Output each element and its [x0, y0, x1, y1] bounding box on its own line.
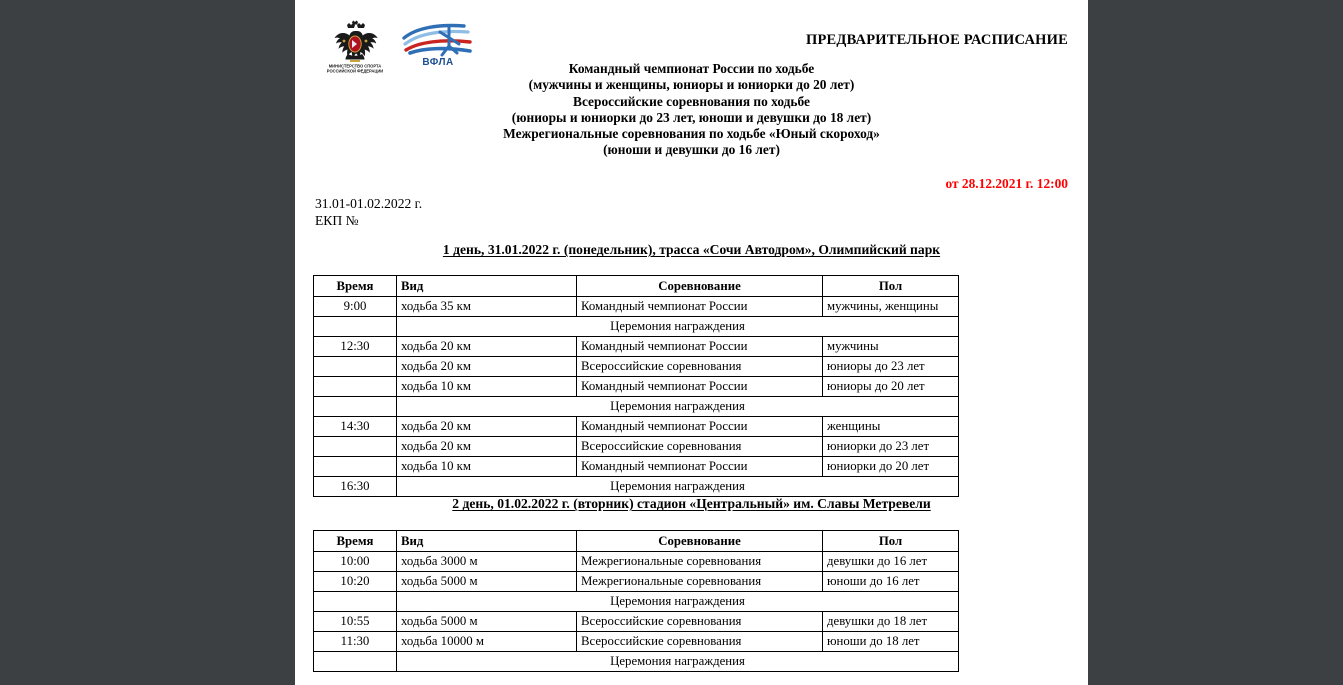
cell-type: ходьба 20 км: [397, 437, 577, 457]
cell-competition: Командный чемпионат России: [577, 337, 823, 357]
table-row: [314, 612, 959, 632]
cell-competition: Командный чемпионат России: [577, 377, 823, 397]
title-line-2: (мужчины и женщины, юниоры и юниорки до 20 лет): [528, 77, 855, 93]
column-header-time: Время: [314, 531, 397, 552]
table-row: [314, 632, 959, 652]
cell-time: [314, 397, 397, 417]
column-header-sex: Пол: [823, 276, 959, 297]
table-header-row: [314, 276, 959, 297]
cell-competition: Командный чемпионат России: [577, 297, 823, 317]
document-meta: [315, 195, 422, 229]
cell-time: 10:00: [314, 552, 397, 572]
column-header-sex: Пол: [823, 531, 959, 552]
table-row: [314, 457, 959, 477]
table-row: [314, 357, 959, 377]
column-header-type: Вид: [397, 276, 577, 297]
cell-ceremony: Церемония награждения: [397, 592, 959, 612]
cell-time: 11:30: [314, 632, 397, 652]
cell-time: 10:55: [314, 612, 397, 632]
cell-competition: Всероссийские соревнования: [577, 632, 823, 652]
cell-time: 16:30: [314, 477, 397, 497]
cell-sex: юноши до 18 лет: [823, 632, 959, 652]
cell-sex: женщины: [823, 417, 959, 437]
cell-type: ходьба 5000 м: [397, 572, 577, 592]
table-row: [314, 592, 959, 612]
column-header-competition: Соревнование: [577, 531, 823, 552]
title-line-3: Всероссийские соревнования по ходьбе: [573, 93, 810, 109]
cell-time: 12:30: [314, 337, 397, 357]
date-range: 31.01-01.02.2022 г.: [315, 196, 423, 211]
cell-sex: юниорки до 23 лет: [823, 437, 959, 457]
ekp-number: ЕКП №: [315, 213, 359, 228]
cell-ceremony: Церемония награждения: [397, 317, 959, 337]
cell-time: [314, 317, 397, 337]
table-row: [314, 377, 959, 397]
document-kind-label: ПРЕДВАРИТЕЛЬНОЕ РАСПИСАНИЕ: [806, 32, 1068, 48]
cell-time: [314, 592, 397, 612]
table-row: [314, 437, 959, 457]
title-line-4: (юниоры и юниорки до 23 лет, юноши и девушки до 18 лет): [511, 109, 872, 125]
cell-competition: Всероссийские соревнования: [577, 357, 823, 377]
cell-competition: Межрегиональные соревнования: [577, 572, 823, 592]
table-row: [314, 317, 959, 337]
cell-type: ходьба 20 км: [397, 357, 577, 377]
cell-time: 9:00: [314, 297, 397, 317]
table-row: [314, 297, 959, 317]
table-row: [314, 397, 959, 417]
cell-type: ходьба 5000 м: [397, 612, 577, 632]
cell-type: ходьба 35 км: [397, 297, 577, 317]
cell-sex: юниорки до 20 лет: [823, 457, 959, 477]
column-header-type: Вид: [397, 531, 577, 552]
document-page: [295, 0, 1088, 685]
day1-heading: [295, 242, 1088, 258]
cell-time: 14:30: [314, 417, 397, 437]
cell-ceremony: Церемония награждения: [397, 477, 959, 497]
svg-text:РОССИЙСКОЙ ФЕДЕРАЦИИ: РОССИЙСКОЙ ФЕДЕРАЦИИ: [326, 68, 384, 74]
cell-type: ходьба 20 км: [397, 417, 577, 437]
cell-competition: Всероссийские соревнования: [577, 612, 823, 632]
schedule-body-day1: [314, 297, 959, 497]
revision-timestamp: от 28.12.2021 г. 12:00: [945, 176, 1068, 191]
table-row: [314, 417, 959, 437]
day2-heading: [295, 496, 1088, 512]
title-line-5: Межрегиональные соревнования по ходьбе «Юный скороход»: [503, 126, 880, 142]
cell-time: [314, 457, 397, 477]
column-header-time: Время: [314, 276, 397, 297]
cell-time: [314, 652, 397, 672]
table-header-row: [314, 531, 959, 552]
svg-text:МИНИСТЕРСТВО СПОРТА: МИНИСТЕРСТВО СПОРТА: [328, 63, 382, 69]
cell-sex: юниоры до 23 лет: [823, 357, 959, 377]
cell-ceremony: Церемония награждения: [397, 397, 959, 417]
cell-sex: девушки до 16 лет: [823, 552, 959, 572]
day2-heading-text: 2 день, 01.02.2022 г. (вторник) стадион «Центральный» им. Славы Метревели: [452, 496, 931, 511]
cell-competition: Межрегиональные соревнования: [577, 552, 823, 572]
cell-time: [314, 437, 397, 457]
cell-sex: юноши до 16 лет: [823, 572, 959, 592]
cell-sex: девушки до 18 лет: [823, 612, 959, 632]
cell-competition: Командный чемпионат России: [577, 457, 823, 477]
cell-type: ходьба 10000 м: [397, 632, 577, 652]
cell-type: ходьба 10 км: [397, 457, 577, 477]
table-row: [314, 572, 959, 592]
cell-type: ходьба 3000 м: [397, 552, 577, 572]
cell-sex: юниоры до 20 лет: [823, 377, 959, 397]
cell-competition: Командный чемпионат России: [577, 417, 823, 437]
title-line-6: (юноши и девушки до 16 лет): [603, 142, 780, 158]
column-header-competition: Соревнование: [577, 276, 823, 297]
schedule-body-day2: [314, 552, 959, 672]
cell-time: [314, 357, 397, 377]
cell-ceremony: Церемония награждения: [397, 652, 959, 672]
cell-time: [314, 377, 397, 397]
svg-text:ВФЛА: ВФЛА: [422, 57, 454, 68]
table-row: [314, 337, 959, 357]
cell-type: ходьба 10 км: [397, 377, 577, 397]
cell-time: 10:20: [314, 572, 397, 592]
table-row: [314, 552, 959, 572]
cell-sex: мужчины: [823, 337, 959, 357]
title-line-1: Командный чемпионат России по ходьбе: [568, 61, 815, 76]
cell-type: ходьба 20 км: [397, 337, 577, 357]
day1-heading-text: 1 день, 31.01.2022 г. (понедельник), трасса «Сочи Автодром», Олимпийский парк: [442, 242, 941, 257]
cell-sex: мужчины, женщины: [823, 297, 959, 317]
document-title-block: [295, 61, 1088, 159]
cell-competition: Всероссийские соревнования: [577, 437, 823, 457]
schedule-table-day2: [313, 530, 959, 672]
table-row: [314, 477, 959, 497]
table-row: [314, 652, 959, 672]
schedule-table-day1: [313, 275, 959, 497]
